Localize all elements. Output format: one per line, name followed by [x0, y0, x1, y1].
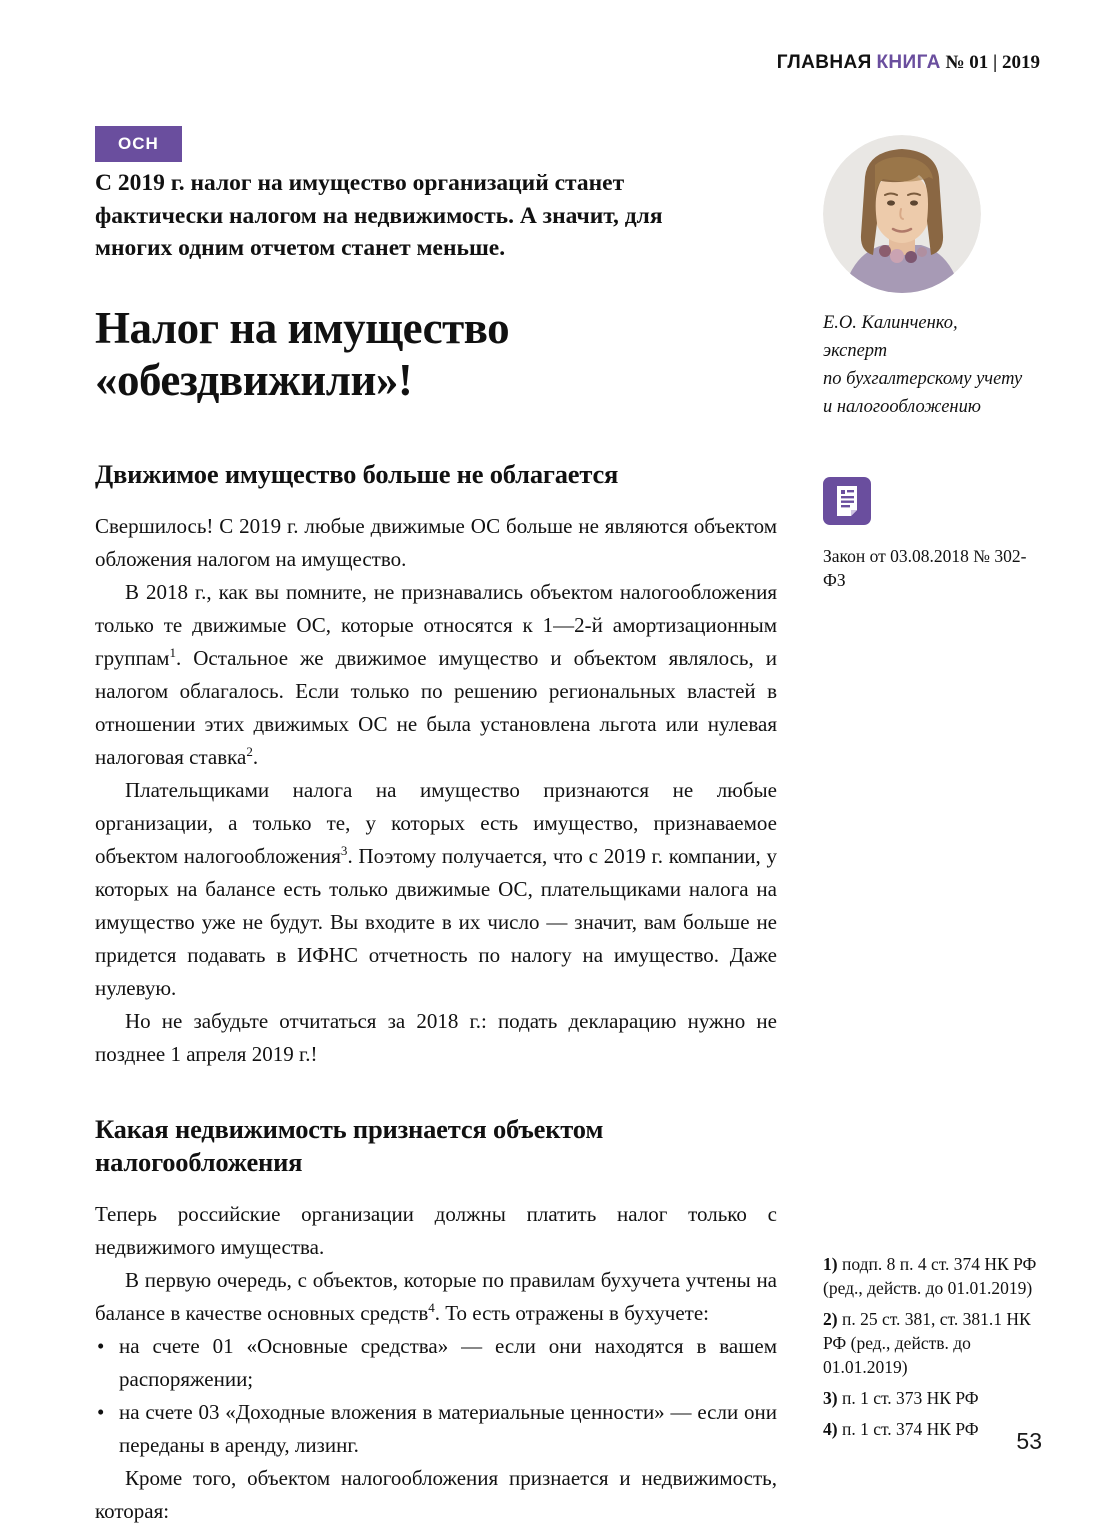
issue-number: № 01 | 2019: [945, 52, 1040, 73]
footnote: 4) п. 1 ст. 374 НК РФ: [823, 1419, 979, 1439]
footnote-number: 1): [823, 1254, 842, 1274]
bullet-icon: •: [97, 1333, 105, 1358]
article-title-line1: Налог на имущество: [95, 302, 510, 353]
article-section: [95, 1113, 777, 1528]
footnotes: [823, 1252, 1045, 1448]
article-column: [95, 167, 777, 1528]
law-reference-block: [823, 477, 1041, 592]
author-caption-line: Е.О. Калинченко,: [823, 313, 958, 333]
paragraph: Кроме того, объектом налогообложения признается и недвижимость, которая:: [95, 1465, 777, 1523]
section-heading: Какая недвижимость признается объектом налогообложения: [95, 1113, 604, 1177]
footnote-number: 4): [823, 1419, 842, 1439]
footnote: 2) п. 25 ст. 381, ст. 381.1 НК РФ (ред., действ. до 01.01.2019): [823, 1309, 1031, 1377]
section-heading: Движимое имущество больше не облагается: [95, 458, 619, 489]
paragraph: Плательщиками налога на имущество признаются не любые организации, а только те, у которых есть имущество, признаваемое объектом налогообложения$^3$. Поэтому получается, что с 2019 г. компании, у которых на балансе есть только движимые ОС, плательщиками налога на имущество уже не будут. Вы входите в их число — значит, вам больше не придется подавать в ИФНС отчетность по налогу на имущество. Даже нулевую.: [95, 777, 777, 1000]
article-section: [95, 458, 777, 1071]
article-body: [95, 458, 777, 1528]
law-reference-text: Закон от 03.08.2018 № 302-ФЗ: [823, 546, 1027, 590]
footnote-ref: 2: [246, 743, 253, 759]
author-caption-line: и налогообложению: [823, 397, 981, 417]
paragraph: Свершилось! С 2019 г. любые движимые ОС больше не являются объектом обложения налогом на имущество.: [95, 513, 777, 571]
paragraph: В 2018 г., как вы помните, не признавались объектом налогообложения только те движимые ОС, которые относятся к 1—2-й амортизационным группам$^1$. Остальное же движимое имущество и объектом являлось, и налогом облагалось. Если только по решению региональных властей в отношении этих движимых ОС не была установлена льгота или нулевая налоговая ставка$^2$.: [95, 579, 777, 769]
bullet-item: • на счете 01 «Основные средства» — если они находятся в вашем распоряжении;: [95, 1330, 777, 1396]
article-title: [95, 302, 777, 406]
author-caption-line: по бухгалтерскому учету: [823, 369, 1023, 389]
footnote: 3) п. 1 ст. 373 НК РФ: [823, 1388, 979, 1408]
author-caption: [823, 309, 1041, 421]
footnote-ref: 4: [428, 1299, 435, 1315]
bullet-icon: •: [97, 1399, 105, 1424]
page-number: 53: [1016, 1428, 1042, 1454]
footnote-number: 3): [823, 1388, 842, 1408]
document-icon: [823, 477, 1041, 530]
footnote: 1) подп. 8 п. 4 ст. 374 НК РФ (ред., действ. до 01.01.2019): [823, 1254, 1037, 1298]
author-photo: [823, 135, 981, 293]
footnote-ref: 3: [340, 842, 348, 858]
sidebar: [823, 135, 1041, 592]
bullet-item: • на счете 03 «Доходные вложения в материальные ценности» — если они переданы в аренду, лизинг.: [95, 1396, 777, 1462]
article-title-line2: «обездвижили»!: [95, 354, 413, 405]
magazine-title-black: ГЛАВНАЯ: [776, 52, 872, 73]
magazine-header: [777, 52, 1040, 74]
paragraph: Но не забудьте отчитаться за 2018 г.: подать декларацию нужно не позднее 1 апреля 2019 г.!: [95, 1008, 777, 1066]
tax-regime-badge: ОСН: [95, 126, 182, 162]
paragraph: Теперь российские организации должны платить налог только с недвижимого имущества.: [95, 1201, 777, 1259]
paragraph: В первую очередь, с объектов, которые по правилам бухучета учтены на балансе в качестве основных средств$^4$. То есть отражены в бухучете:: [95, 1267, 777, 1325]
footnote-ref: 1: [169, 644, 176, 660]
article-lede: С 2019 г. налог на имущество организаций станет фактически налогом на недвижимость. А значит, для многих одним отчетом станет меньше.: [95, 170, 663, 261]
magazine-title-purple: КНИГА: [876, 52, 941, 73]
footnote-number: 2): [823, 1309, 842, 1329]
author-caption-line: эксперт: [823, 341, 888, 361]
